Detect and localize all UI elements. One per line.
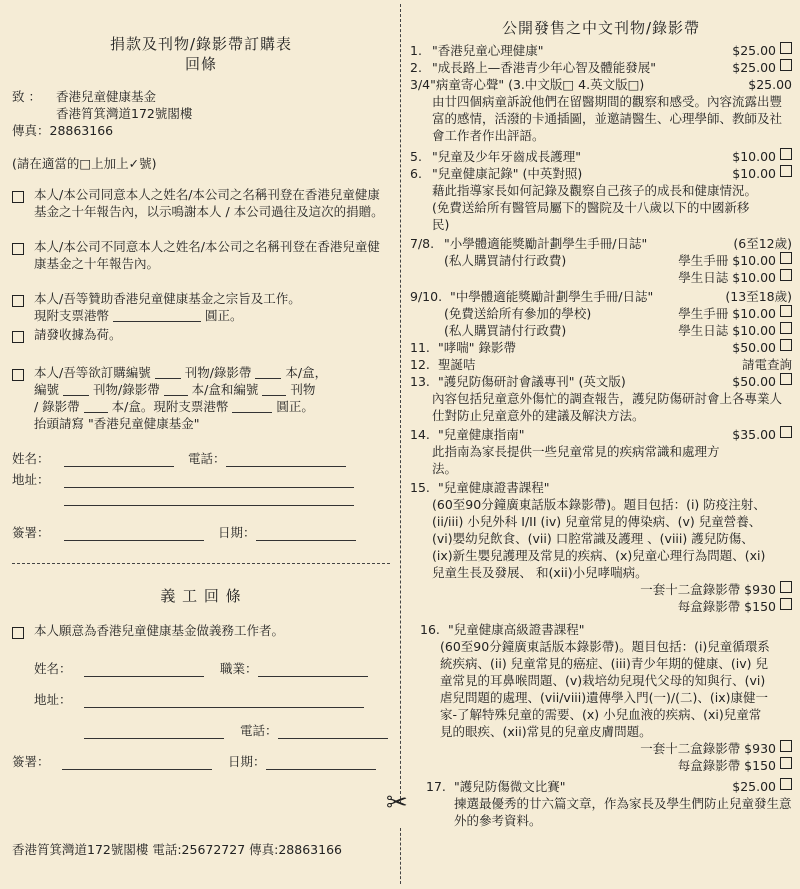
date-label: 日期： — [218, 525, 256, 540]
item-price: $25.00 — [732, 779, 776, 794]
item-description: 藉此指導家長如何記錄及觀察自己孩子的成長和健康情況。(免費送給所有醫管局屬下的醫院及十八歲以下的中國新移民) — [432, 183, 758, 232]
item-number: 5. — [410, 149, 422, 164]
phone-label: 電話： — [188, 451, 226, 466]
item-description: 揀選最優秀的廿六篇文章，作為家長及學生們防止兒童發生意外的參考資料。 — [454, 796, 792, 828]
checkbox-item-17[interactable] — [780, 778, 792, 790]
recipient — [12, 88, 390, 122]
sub-item — [410, 305, 792, 322]
address-row — [12, 471, 390, 488]
set-price: 一套十二盒錄影帶 $930 — [640, 741, 776, 756]
order-text-4: 編號 — [34, 382, 60, 397]
item-number: 3/4" — [410, 77, 436, 92]
item-title: "兒童健康指南" — [438, 427, 525, 442]
form-subtitle: 回條 — [184, 55, 217, 73]
order-text-5: 刊物/錄影帶 — [92, 382, 160, 397]
sub-item-note: (私人購買請付行政費) — [444, 323, 567, 338]
cheque-suffix: 圓正。 — [204, 308, 243, 323]
item-number: 12. — [410, 357, 430, 372]
item-number: 7/8. — [410, 236, 435, 251]
volunteer-sign-field[interactable] — [62, 756, 212, 770]
signature-field[interactable] — [64, 527, 204, 541]
checkbox-item-15-set[interactable] — [780, 581, 792, 593]
item-price: $10.00 — [732, 166, 776, 181]
item-title: "小學體適能獎勵計劃學生手冊/日誌" — [444, 236, 648, 251]
item-number: 17. — [426, 779, 446, 794]
item-price: $50.00 — [732, 374, 776, 389]
sub-item-note: (私人購買請付行政費) — [444, 253, 567, 268]
cut-line — [12, 563, 390, 564]
item-description: 內容包括兒童意外傷忙的調查報告，護兒防傷研討會上各專業人仕對防止兒童意外的建議及解決方法。 — [432, 391, 783, 423]
order-text-8: / 錄影帶 — [34, 399, 80, 414]
list-item — [410, 148, 792, 165]
list-item — [410, 76, 792, 93]
checkbox-disagree[interactable] — [12, 243, 24, 255]
checkbox-item-7[interactable] — [780, 252, 792, 264]
item-description: 此指南為家長提供一些兒童常見的疾病常識和處理方法。 — [432, 444, 720, 476]
checkbox-item-8[interactable] — [780, 269, 792, 281]
option-agree-publish — [12, 186, 390, 220]
volunteer-phone-field[interactable] — [278, 725, 388, 739]
order-item-no-2[interactable] — [63, 383, 89, 396]
reply-slip-column — [12, 8, 390, 883]
sub-item-note: (免費送給所有參加的學校) — [444, 306, 592, 321]
volunteer-job-label: 職業： — [220, 661, 258, 676]
sub-item-price: 學生手冊 $10.00 — [678, 306, 776, 321]
item-title: "哮喘" 錄影帶 — [438, 340, 516, 355]
item-title: "護兒防傷研討會議專刊" (英文版) — [438, 374, 626, 389]
option-order — [12, 364, 390, 432]
volunteer-address-field-2[interactable] — [84, 725, 224, 739]
each-price: 每盒錄影帶 $150 — [677, 758, 776, 773]
donation-amount-blank[interactable] — [113, 309, 201, 322]
item-number: 1. — [410, 43, 422, 58]
volunteer-phone-row — [12, 722, 390, 739]
volunteer-address-field[interactable] — [84, 694, 364, 708]
item-title: "兒童健康高級證書課程" — [448, 622, 585, 637]
recipient-name: 香港兒童健康基金 — [56, 89, 157, 104]
sub-item-price: 學生日誌 $10.00 — [678, 270, 776, 285]
sub-item — [410, 581, 792, 598]
option-donate — [12, 290, 390, 324]
volunteer-option — [12, 622, 390, 642]
item-title: "兒童及少年牙齒成長護理" — [432, 149, 581, 164]
checkbox-order[interactable] — [12, 369, 24, 381]
order-item-no-1[interactable] — [155, 366, 181, 379]
name-field[interactable] — [64, 453, 174, 467]
item-number: 9/10. — [410, 289, 443, 304]
address-field-1[interactable] — [64, 474, 354, 488]
item-title: "中學體適能獎勵計劃學生手冊/日誌" — [450, 289, 654, 304]
list-item — [410, 479, 792, 496]
each-price: 每盒錄影帶 $150 — [677, 599, 776, 614]
item-title: "護兒防傷微文比賽" — [454, 779, 566, 794]
item-title: 聖誕咭 — [438, 357, 476, 372]
checkbox-item-14[interactable] — [780, 426, 792, 438]
order-text-3: 本/盒， — [285, 365, 328, 380]
recipient-address: 香港筲箕灣道172號閣樓 — [56, 106, 193, 121]
item-price: $35.00 — [732, 427, 776, 442]
volunteer-phone-label: 電話： — [240, 723, 278, 738]
item-number: 11. — [410, 340, 430, 355]
footer-contact: 香港筲箕灣道172號閣樓 電話:25672727 傳真:28863166 — [12, 842, 342, 857]
sign-date-row — [12, 524, 390, 541]
option-agree-text: 本人/本公司同意本人之姓名/本公司之名稱刊登在香港兒童健康基金之十年報告內，以示鳴謝本人 / 本公司過往及這次的捐贈。 — [34, 187, 384, 219]
order-text-2: 刊物/錄影帶 — [184, 365, 252, 380]
volunteer-text: 本人願意為香港兒童健康基金做義務工作者。 — [34, 623, 285, 638]
item-number: 15. — [410, 480, 430, 495]
item-title: "成長路上—香港青少年心智及體能發展" — [432, 60, 656, 75]
address-row-2 — [12, 492, 390, 506]
sub-item — [410, 598, 792, 615]
list-item — [410, 339, 792, 356]
list-item — [410, 621, 792, 638]
order-text-7: 刊物 — [290, 382, 316, 397]
option-receipt-text: 請發收據為荷。 — [34, 327, 122, 342]
signature-label: 簽署： — [12, 525, 50, 540]
order-text-10: 圓正。 — [276, 399, 314, 414]
checkbox-item-6[interactable] — [780, 165, 792, 177]
publications-column — [410, 8, 792, 883]
to-label: 致 ： — [12, 89, 41, 104]
cut-divider — [400, 4, 401, 804]
cheque-label: 現附支票港幣 — [34, 308, 110, 323]
item-age-range: (13至18歲) — [725, 289, 792, 304]
option-disagree-publish — [12, 238, 390, 272]
checkbox-donate[interactable] — [12, 295, 24, 307]
order-item-no-3[interactable] — [262, 383, 286, 396]
item-number: 2. — [410, 60, 422, 75]
item-number: 14. — [410, 427, 430, 442]
sub-item — [410, 252, 792, 269]
order-qty-3[interactable] — [84, 400, 108, 413]
item-number: 16. — [420, 622, 440, 637]
set-price: 一套十二盒錄影帶 $930 — [640, 582, 776, 597]
list-item — [410, 778, 792, 795]
form-title: 捐款及刊物/錄影帶訂購表 — [109, 35, 293, 53]
checkbox-item-16-each[interactable] — [780, 757, 792, 769]
item-description: 由廿四個病童訴說他們在留醫期間的觀察和感受。內容流露出豐富的感情，活潑的卡通插圖，並邀請醫生、心理學師、教師及社會工作者作出評語。 — [432, 94, 783, 143]
volunteer-date-label: 日期： — [228, 754, 266, 769]
order-text-6: 本/盒和編號 — [191, 382, 259, 397]
item-number: 6. — [410, 166, 422, 181]
sub-item — [410, 269, 792, 286]
item-price: $50.00 — [732, 340, 776, 355]
item-title: "兒童健康證書課程" — [438, 480, 550, 495]
name-phone-row — [12, 450, 390, 467]
checkbox-item-10[interactable] — [780, 322, 792, 334]
checkbox-item-2[interactable] — [780, 59, 792, 71]
checkbox-agree[interactable] — [12, 191, 24, 203]
sub-item — [410, 757, 792, 774]
list-item — [410, 235, 792, 252]
list-item — [410, 356, 792, 373]
volunteer-sign-row — [12, 753, 390, 770]
cut-divider-lower — [400, 828, 401, 884]
sub-item — [410, 740, 792, 757]
item-price: $10.00 — [732, 149, 776, 164]
checkbox-item-5[interactable] — [780, 148, 792, 160]
item-title: 病童寄心聲" (3.中文版□ 4.英文版□) — [435, 77, 645, 92]
item-number: 13. — [410, 374, 430, 389]
list-item — [410, 165, 792, 182]
checkbox-item-13[interactable] — [780, 373, 792, 385]
volunteer-name-label: 姓名： — [34, 661, 72, 676]
order-text-9: 本/盒。現附支票港幣 — [111, 399, 229, 414]
order-qty-1[interactable] — [255, 366, 281, 379]
publications-title: 公開發售之中文刊物/錄影帶 — [501, 19, 701, 37]
address-label: 地址： — [12, 472, 50, 487]
list-item — [410, 42, 792, 59]
checkbox-receipt[interactable] — [12, 331, 24, 343]
item-description: (60至90分鐘廣東話版本錄影帶)。題目包括：(i)兒童循環系統疾病、(ii) 兒童常見的癌症、(iii)青少年期的健康、(iv) 兒童常見的耳鼻喉問題、(v)栽培幼兒現代父母的知與行、(vi)虐兒問題的處理、(vii/viii)遺傳學入門(一)/(二)、(ix)康健一家-了解特殊兒童的需要、(x) 小兒血液的疾病、(xi)兒童常見的眼疾、(xii)常見的兒童皮膚問題。 — [440, 639, 770, 739]
volunteer-address-row — [12, 691, 390, 708]
checkbox-volunteer[interactable] — [12, 627, 24, 639]
scissors-icon: ✂ — [386, 788, 408, 818]
list-item — [410, 288, 792, 305]
order-text-1: 本人/吾等欲訂購編號 — [34, 365, 151, 380]
sub-item — [410, 322, 792, 339]
volunteer-address-label: 地址： — [34, 692, 72, 707]
list-item — [410, 426, 792, 443]
volunteer-name-row — [12, 660, 390, 677]
cheque-payee-note: 抬頭請寫 "香港兒童健康基金" — [34, 416, 200, 431]
fax-number: 傳真：28863166 — [12, 123, 114, 138]
name-label: 姓名： — [12, 451, 50, 466]
sub-item-note — [410, 269, 678, 286]
item-description: (60至90分鐘廣東話版本錄影帶)。題目包括：(i) 防疫注射、(ii/iii) 小兒外科 I/II (iv) 兒童常見的傳染病、(v) 兒童營養、(vi)嬰幼兒飲食、(vii) 口腔常識及護理 、(viii) 護兒防傷、(ix)新生嬰兒護理及常見的疾病、(x)兒童心理行為問題、(xi)兒童生長及發展、 和(xii)小兒哮喘病。 — [432, 497, 766, 580]
option-receipt — [12, 326, 390, 346]
item-price: 請電查詢 — [741, 357, 792, 372]
list-item — [410, 59, 792, 76]
sub-item-price: 學生日誌 $10.00 — [678, 323, 776, 338]
checkbox-item-15-each[interactable] — [780, 598, 792, 610]
order-qty-2[interactable] — [164, 383, 188, 396]
order-amount-blank[interactable] — [232, 400, 272, 413]
item-price: $25.00 — [748, 77, 792, 92]
checkbox-item-16-set[interactable] — [780, 740, 792, 752]
volunteer-sign-label: 簽署： — [12, 754, 50, 769]
sub-item-price: 學生手冊 $10.00 — [678, 253, 776, 268]
item-age-range: (6至12歲) — [733, 236, 792, 251]
item-title: "兒童健康記錄" (中英對照) — [432, 166, 583, 181]
address-field-2[interactable] — [64, 492, 354, 506]
item-price: $25.00 — [732, 43, 776, 58]
checkbox-item-1[interactable] — [780, 42, 792, 54]
volunteer-title: 義 工 回 條 — [160, 587, 242, 605]
item-title: "香港兒童心理健康" — [432, 43, 544, 58]
date-field[interactable] — [256, 527, 356, 541]
option-disagree-text: 本人/本公司不同意本人之姓名/本公司之名稱刊登在香港兒童健康基金之十年報告內。 — [34, 239, 380, 271]
volunteer-job-field[interactable] — [258, 663, 368, 677]
volunteer-date-field[interactable] — [266, 756, 376, 770]
volunteer-name-field[interactable] — [84, 663, 204, 677]
list-item — [410, 373, 792, 390]
phone-field[interactable] — [226, 453, 346, 467]
instruction: (請在適當的□上加上✓號) — [12, 156, 157, 171]
checkbox-item-9[interactable] — [780, 305, 792, 317]
option-donate-text: 本人/吾等贊助香港兒童健康基金之宗旨及工作。 — [34, 291, 301, 306]
checkbox-item-11[interactable] — [780, 339, 792, 351]
item-price: $25.00 — [732, 60, 776, 75]
